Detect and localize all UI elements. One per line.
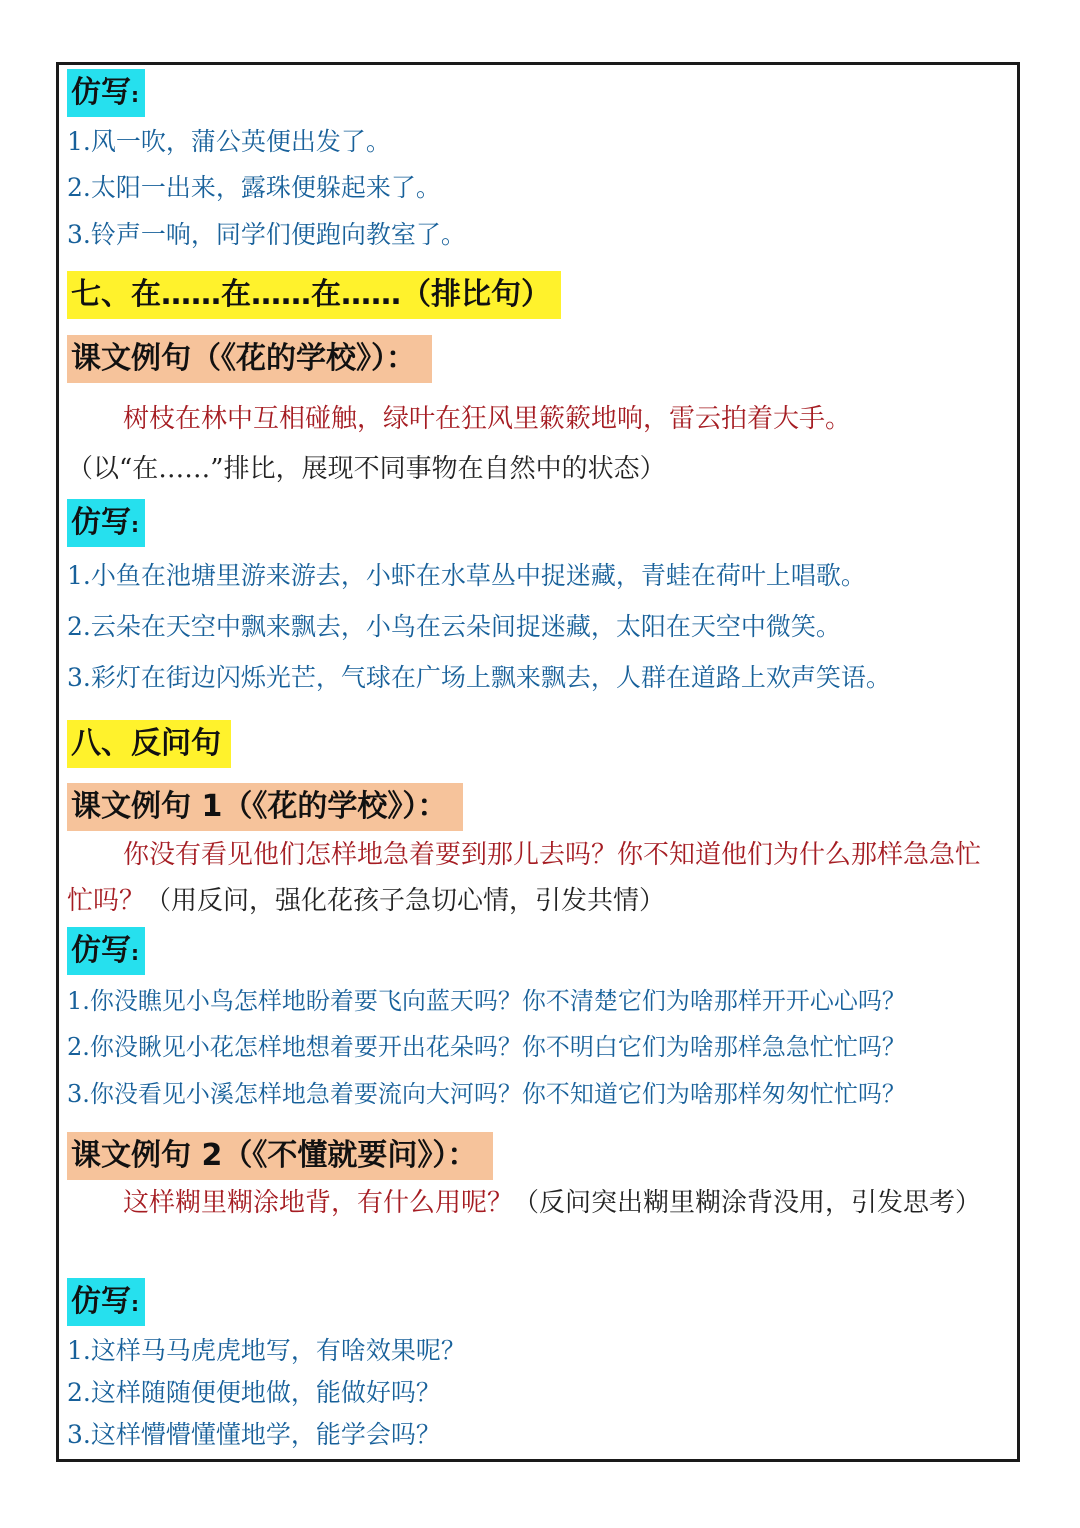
example-label: 课文例句 2（《不懂就要问》）： [67, 1132, 493, 1180]
imitate-label: 仿写: [67, 69, 145, 117]
imitate-label: 仿写: [67, 927, 145, 975]
list-item: 3.彩灯在街边闪烁光芒，气球在广场上飘来飘去，人群在道路上欢声笑语。 [67, 663, 891, 692]
example-paragraph [67, 1180, 997, 1226]
list-item: 2.你没瞅见小花怎样地想着要开出花朵吗？你不明白它们为啥那样急急忙忙吗？ [67, 1033, 906, 1061]
example-paragraph [67, 832, 997, 924]
imitate-label: 仿写: [67, 1278, 145, 1326]
section-heading-rhetorical-question: 八、反问句 [67, 720, 231, 768]
list-item: 2.这样随随便便地做，能做好吗？ [67, 1378, 441, 1407]
imitate-label: 仿写: [67, 499, 145, 547]
example-sentence-end: 雷云拍着大手。 [669, 404, 852, 434]
list-item: 1.小鱼在池塘里游来游去，小虾在水草丛中捉迷藏，青蛙在荷叶上唱歌。 [67, 561, 866, 590]
list-item: 1.这样马马虎虎地写，有啥效果呢？ [67, 1336, 466, 1365]
example-sentence: 这样糊里糊涂地背，有什么用呢？ [123, 1188, 514, 1218]
list-item: 1.风一吹，蒲公英便出发了。 [67, 127, 391, 156]
section-heading-parallelism: 七、在……在……在……（排比句） [67, 271, 561, 319]
list-item: 2.云朵在天空中飘来飘去，小鸟在云朵间捉迷藏，太阳在天空中微笑。 [67, 612, 841, 641]
example-note: （以“在……”排比，展现不同事物在自然中的状态） [67, 454, 666, 484]
example-sentence: 树枝在林中互相碰触，绿叶在狂风里簌簌地响， [123, 404, 670, 434]
list-item: 3.你没看见小溪怎样地急着要流向大河吗？你不知道它们为啥那样匆匆忙忙吗？ [67, 1080, 906, 1108]
example-sentence: 你没有看见他们怎样地急着要到那儿去吗？你不知道他们为什么那样急急忙忙吗？ [67, 840, 982, 916]
example-note: （用反问，强化花孩子急切心情，引发共情） [145, 886, 666, 916]
example-label: 课文例句 1（《花的学校》）： [67, 783, 463, 831]
list-item: 2.太阳一出来，露珠便躲起来了。 [67, 173, 441, 202]
example-paragraph [67, 394, 997, 494]
list-item: 3.这样懵懵懂懂地学，能学会吗？ [67, 1420, 441, 1449]
worksheet-frame [56, 62, 1020, 1462]
example-label: 课文例句（《花的学校》）： [67, 335, 432, 383]
list-item: 3.铃声一响，同学们便跑向教室了。 [67, 220, 466, 249]
list-item: 1.你没瞧见小鸟怎样地盼着要飞向蓝天吗？你不清楚它们为啥那样开开心心吗？ [67, 987, 906, 1015]
example-note: （反问突出糊里糊涂背没用，引发思考） [513, 1188, 982, 1218]
